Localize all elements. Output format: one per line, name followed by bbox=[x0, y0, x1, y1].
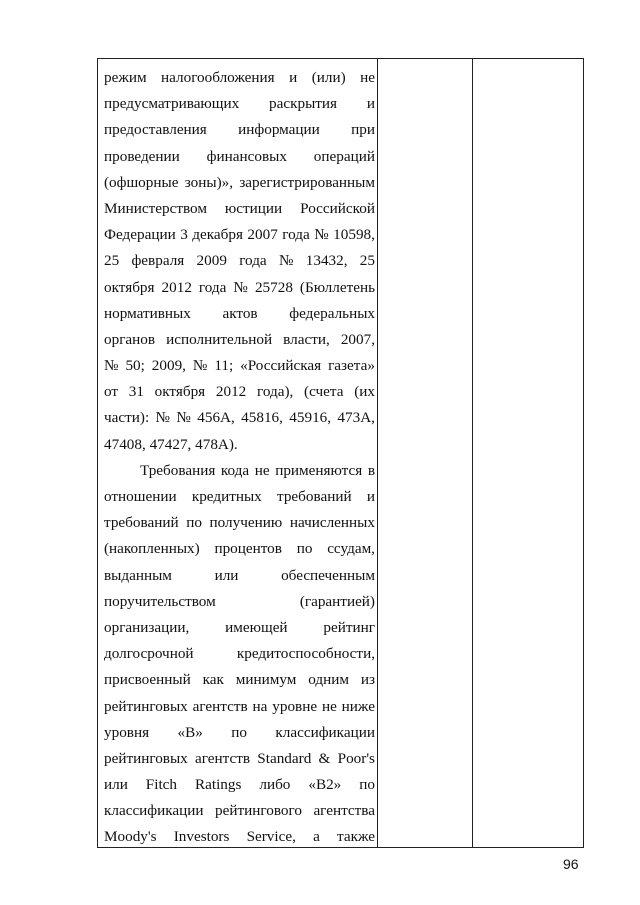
word: и bbox=[366, 95, 375, 113]
word: органов bbox=[104, 330, 156, 348]
paragraph2-line bbox=[104, 484, 375, 510]
word: Федерации bbox=[104, 226, 176, 244]
word: 2012 bbox=[161, 278, 192, 296]
word: (накопленных) bbox=[104, 540, 200, 558]
word: начисленных bbox=[289, 514, 375, 532]
word: Service, bbox=[246, 828, 296, 846]
word: режим bbox=[104, 69, 147, 86]
word: из bbox=[360, 671, 375, 689]
requirements-text-cell bbox=[104, 65, 375, 851]
word: 47408, 47427, 478А). bbox=[104, 435, 238, 453]
word: рейтинг bbox=[323, 618, 375, 636]
word: газета» bbox=[328, 357, 375, 375]
word: рейтинговых bbox=[104, 697, 188, 715]
word: кредитных bbox=[191, 488, 262, 505]
word: Moody's bbox=[104, 828, 157, 846]
paragraph2-line bbox=[104, 772, 375, 798]
word: ссудам, bbox=[327, 540, 375, 558]
word: и bbox=[289, 69, 298, 86]
page-number: 96 bbox=[563, 856, 579, 872]
word: (Бюллетень bbox=[299, 278, 375, 296]
word: Poor's bbox=[337, 749, 375, 767]
paragraph1-line bbox=[104, 379, 375, 405]
word: операций bbox=[313, 147, 375, 165]
document-table bbox=[97, 58, 584, 848]
paragraph1-line bbox=[104, 65, 375, 91]
word: обеспеченным bbox=[281, 566, 375, 584]
word: года bbox=[282, 226, 310, 244]
word: как bbox=[202, 671, 224, 689]
paragraph2-line bbox=[104, 824, 375, 850]
word: или bbox=[104, 776, 128, 794]
word: либо bbox=[259, 776, 291, 794]
word: 10598, bbox=[333, 226, 375, 244]
word: рейтинговых bbox=[104, 749, 188, 767]
word: проведении bbox=[104, 147, 180, 165]
word: юстиции bbox=[224, 199, 283, 217]
word: 2009, bbox=[151, 357, 186, 375]
word: Ratings bbox=[194, 776, 242, 794]
paragraph1-line bbox=[104, 144, 375, 170]
word: организации, bbox=[104, 618, 190, 636]
word: года bbox=[198, 278, 227, 296]
word: 25728 bbox=[254, 278, 293, 296]
paragraph2-line bbox=[104, 667, 375, 693]
word: Требования bbox=[140, 461, 216, 479]
paragraph1-line bbox=[104, 91, 375, 117]
word: «B» bbox=[177, 723, 203, 741]
word: октября bbox=[104, 278, 155, 296]
word: (офшорные bbox=[104, 173, 179, 191]
paragraph2-line bbox=[104, 746, 375, 772]
word: федеральных bbox=[289, 304, 375, 322]
word: уровне bbox=[272, 697, 318, 715]
word: агентств bbox=[195, 749, 251, 767]
word: (или) bbox=[311, 69, 346, 86]
word: кода bbox=[220, 461, 250, 479]
word: классификации bbox=[104, 802, 204, 820]
paragraph2-line bbox=[104, 563, 375, 589]
paragraph2-line bbox=[104, 615, 375, 641]
word: требований bbox=[104, 514, 179, 532]
word: на bbox=[252, 697, 268, 715]
word: процентов bbox=[214, 540, 282, 558]
word: декабря bbox=[192, 226, 243, 244]
word: 45816, bbox=[241, 409, 283, 427]
word: Standard bbox=[257, 749, 312, 767]
word: Investors bbox=[173, 828, 230, 846]
word: от bbox=[104, 383, 119, 401]
word: актов bbox=[222, 304, 258, 322]
paragraph1-line bbox=[104, 117, 375, 143]
word: № bbox=[104, 357, 119, 375]
word: № bbox=[192, 357, 208, 375]
word: & bbox=[318, 749, 331, 767]
word: выданным bbox=[104, 566, 172, 584]
word: не bbox=[360, 69, 375, 86]
paragraph2-line bbox=[104, 458, 375, 484]
word: или bbox=[214, 566, 239, 584]
paragraph1-line bbox=[104, 170, 375, 196]
word: № bbox=[233, 278, 248, 296]
word: года bbox=[239, 252, 267, 270]
word: одним bbox=[308, 671, 349, 689]
paragraph2-line bbox=[104, 510, 375, 536]
paragraph2-line bbox=[104, 694, 375, 720]
word: 25 bbox=[104, 252, 120, 270]
word: информации bbox=[238, 121, 320, 139]
word: № bbox=[314, 226, 329, 244]
word: финансовых bbox=[206, 147, 287, 165]
paragraph1-line bbox=[104, 196, 375, 222]
word: предоставления bbox=[104, 121, 207, 139]
word: 473А, bbox=[337, 409, 375, 427]
word: ниже bbox=[341, 697, 375, 715]
word: долгосрочной bbox=[104, 645, 194, 663]
paragraph2-line bbox=[104, 641, 375, 667]
word: 50; bbox=[125, 357, 145, 375]
word: части): bbox=[104, 409, 150, 427]
word: уровня bbox=[104, 723, 150, 741]
paragraph1-line bbox=[104, 327, 375, 353]
paragraph1-line bbox=[104, 353, 375, 379]
word: присвоенный bbox=[104, 671, 191, 689]
word: 13432, bbox=[305, 252, 348, 270]
word: нормативных bbox=[104, 304, 191, 322]
word: зарегистрированным bbox=[239, 173, 375, 191]
word: зоны)», bbox=[184, 173, 234, 191]
word: (гарантией) bbox=[299, 592, 375, 610]
word: исполнительной bbox=[166, 330, 273, 348]
word: года), bbox=[256, 383, 294, 401]
paragraph2-line bbox=[104, 720, 375, 746]
word: 3 bbox=[180, 226, 188, 244]
word: раскрытия bbox=[269, 95, 338, 113]
word: по bbox=[296, 540, 313, 558]
paragraph2-line bbox=[104, 589, 375, 615]
paragraph2-line bbox=[104, 536, 375, 562]
word: при bbox=[351, 121, 375, 139]
word: применяются bbox=[275, 461, 363, 479]
word: предусматривающих bbox=[104, 95, 240, 113]
word: не bbox=[321, 697, 337, 715]
word: и bbox=[366, 488, 375, 505]
paragraph1-line bbox=[104, 405, 375, 431]
word: 2012 bbox=[215, 383, 247, 401]
word: кредитоспособности, bbox=[236, 645, 375, 663]
paragraph1-line bbox=[104, 432, 375, 458]
word: октября bbox=[154, 383, 206, 401]
word: 456А, bbox=[197, 409, 235, 427]
word: № bbox=[278, 252, 294, 270]
word: 25 bbox=[359, 252, 375, 270]
paragraph1-line bbox=[104, 301, 375, 327]
word: (их bbox=[354, 383, 375, 401]
column-divider bbox=[472, 59, 473, 847]
word: требований bbox=[277, 488, 352, 505]
word: имеющей bbox=[225, 618, 288, 636]
word: «В2» bbox=[308, 776, 342, 794]
word: 31 bbox=[128, 383, 144, 401]
paragraph1-line bbox=[104, 275, 375, 301]
word: 2009 bbox=[196, 252, 227, 270]
column-divider bbox=[377, 59, 378, 847]
word: получению bbox=[209, 514, 283, 532]
word: рейтингового bbox=[215, 802, 302, 820]
paragraph2-line bbox=[104, 798, 375, 824]
word: а bbox=[313, 828, 320, 846]
word: минимум bbox=[235, 671, 297, 689]
word: 2007 bbox=[247, 226, 278, 244]
word: Fitch bbox=[145, 776, 178, 794]
word: агентства bbox=[313, 802, 375, 820]
word: 45916, bbox=[289, 409, 332, 427]
paragraph1-line bbox=[104, 222, 375, 248]
word: также bbox=[337, 828, 375, 846]
word: Министерством bbox=[104, 199, 207, 217]
word: по bbox=[186, 514, 202, 532]
word: власти, bbox=[283, 330, 330, 348]
word: налогообложения bbox=[161, 69, 275, 86]
word: классификации bbox=[275, 723, 375, 741]
paragraph1-line bbox=[104, 248, 375, 274]
word: Российской bbox=[300, 199, 375, 217]
word: агентств bbox=[192, 697, 248, 715]
word: по bbox=[359, 776, 375, 794]
word: (счета bbox=[304, 383, 344, 401]
word: поручительством bbox=[104, 592, 216, 610]
word: № bbox=[155, 409, 171, 427]
word: «Российская bbox=[240, 357, 322, 375]
word: не bbox=[254, 461, 270, 479]
word: 2007, bbox=[340, 330, 375, 348]
word: 11; bbox=[214, 357, 234, 375]
word: февраля bbox=[131, 252, 185, 270]
word: в bbox=[367, 461, 375, 479]
word: № bbox=[176, 409, 191, 427]
word: по bbox=[231, 723, 247, 741]
word: отношении bbox=[104, 488, 177, 505]
